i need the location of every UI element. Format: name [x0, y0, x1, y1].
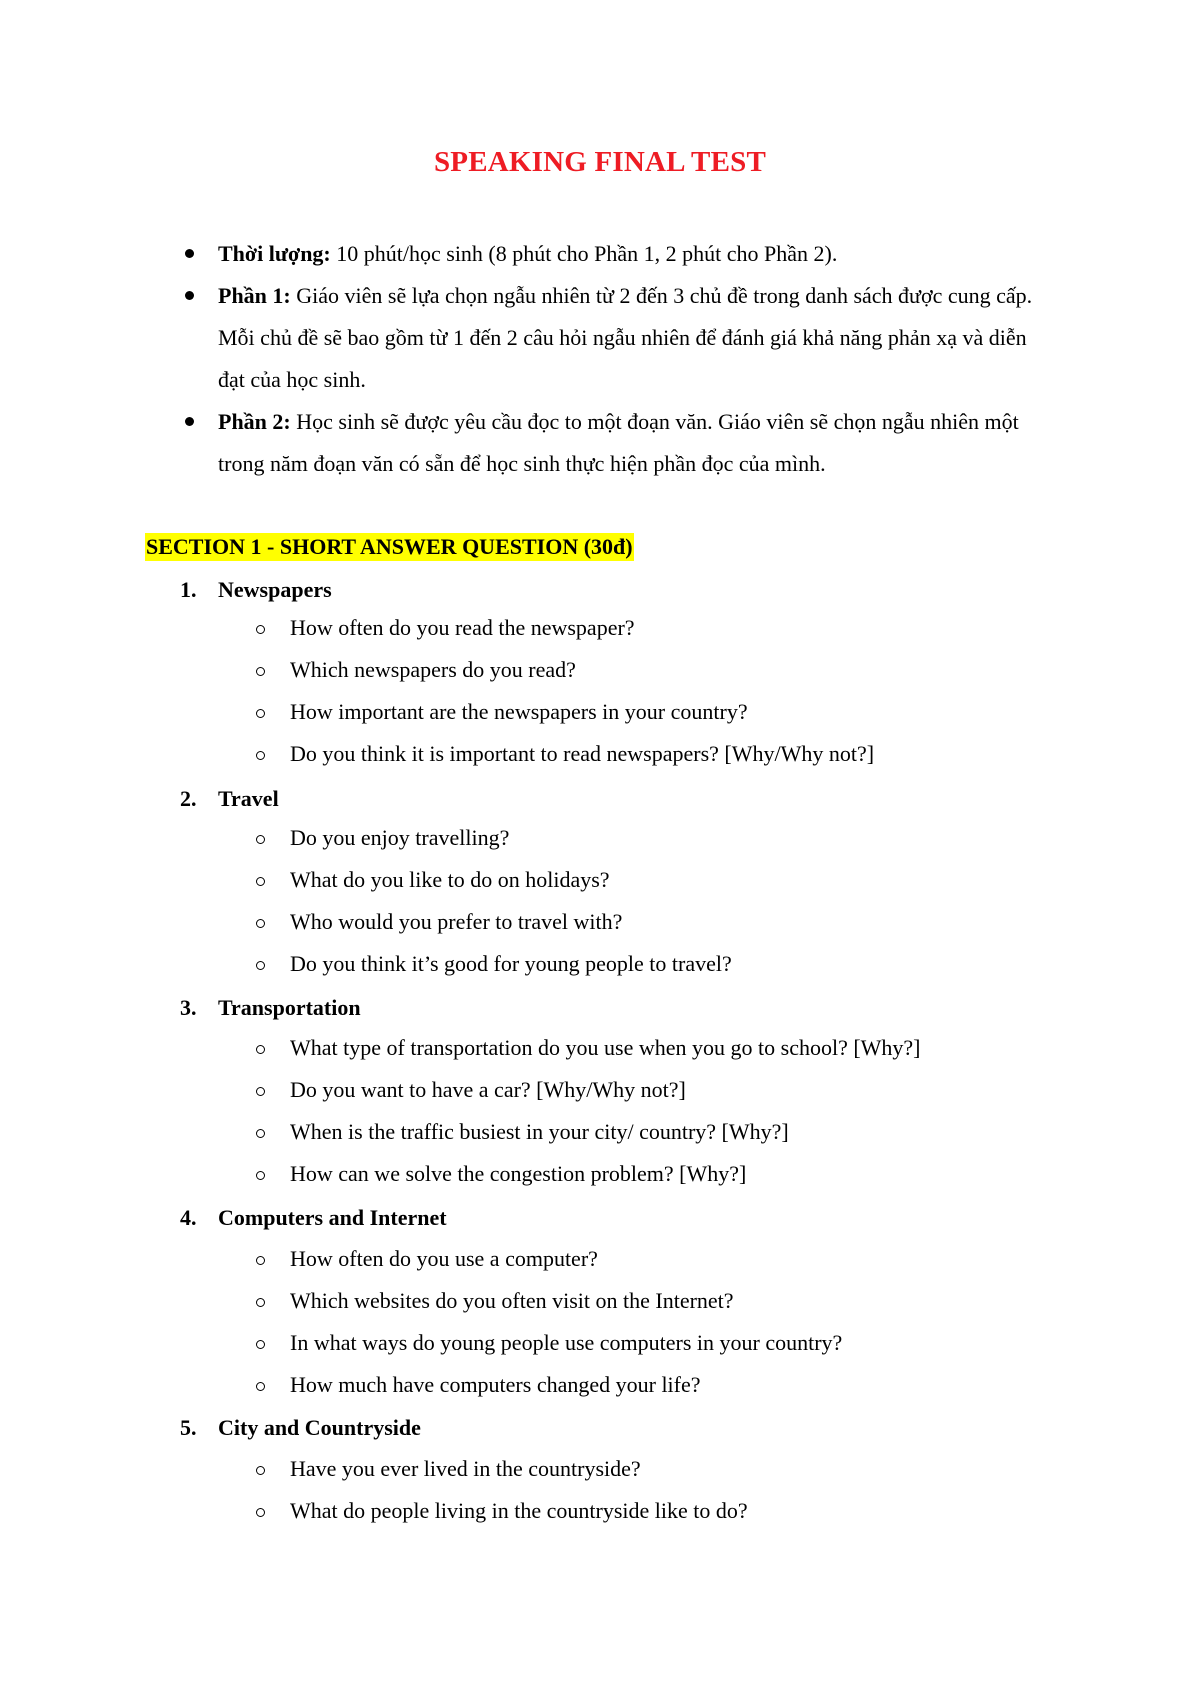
question-text: How often do you read the newspaper?: [290, 615, 635, 640]
question-text: How often do you use a computer?: [290, 1246, 598, 1271]
circle-bullet-icon: [256, 709, 265, 718]
topic-name: Transportation: [218, 995, 361, 1020]
topic-number: 4.: [180, 1205, 197, 1230]
intro-text: Học sinh sẽ được yêu cầu đọc to một đoạn văn. Giáo viên sẽ chọn ngẫu nhiên một trong năm đoạn văn có sẵn để học sinh thực hiện phần đọc của mình.: [218, 409, 1019, 476]
intro-list: [218, 233, 1058, 485]
question-text: When is the traffic busiest in your city/ country? [Why?]: [290, 1119, 789, 1144]
circle-bullet-icon: [256, 1256, 265, 1265]
intro-text: 10 phút/học sinh (8 phút cho Phần 1, 2 phút cho Phần 2).: [330, 241, 838, 266]
question-text: What do you like to do on holidays?: [290, 867, 610, 892]
intro-item-part-2: [218, 401, 1058, 485]
bullet-icon: [185, 291, 194, 300]
circle-bullet-icon: [256, 835, 265, 844]
section-heading: SECTION 1 - SHORT ANSWER QUESTION (30đ): [146, 534, 633, 559]
circle-bullet-icon: [256, 919, 265, 928]
question-text: How much have computers changed your life?: [290, 1372, 701, 1397]
intro-item-duration: [218, 233, 1058, 275]
question-text: Which websites do you often visit on the Internet?: [290, 1288, 734, 1313]
topic-number: 2.: [180, 786, 197, 811]
question-text: How can we solve the congestion problem? [Why?]: [290, 1161, 747, 1186]
circle-bullet-icon: [256, 961, 265, 970]
circle-bullet-icon: [256, 1466, 265, 1475]
topic-name: Newspapers: [218, 577, 332, 602]
question-text: Do you think it’s good for young people to travel?: [290, 951, 732, 976]
page-title: SPEAKING FINAL TEST: [433, 146, 767, 178]
intro-label: Thời lượng:: [218, 241, 331, 266]
question-text: Do you enjoy travelling?: [290, 825, 510, 850]
circle-bullet-icon: [256, 1382, 265, 1391]
topic-name: City and Countryside: [218, 1415, 421, 1440]
circle-bullet-icon: [256, 1508, 265, 1517]
bullet-icon: [185, 249, 194, 258]
question-text: Do you want to have a car? [Why/Why not?]: [290, 1077, 686, 1102]
question-text: Which newspapers do you read?: [290, 657, 576, 682]
circle-bullet-icon: [256, 877, 265, 886]
question-text: In what ways do young people use computers in your country?: [290, 1330, 843, 1355]
question-text: Have you ever lived in the countryside?: [290, 1456, 641, 1481]
circle-bullet-icon: [256, 667, 265, 676]
circle-bullet-icon: [256, 1129, 265, 1138]
question-text: What type of transportation do you use when you go to school? [Why?]: [290, 1035, 921, 1060]
circle-bullet-icon: [256, 1340, 265, 1349]
circle-bullet-icon: [256, 1087, 265, 1096]
circle-bullet-icon: [256, 625, 265, 634]
circle-bullet-icon: [256, 1045, 265, 1054]
circle-bullet-icon: [256, 1171, 265, 1180]
intro-text: Giáo viên sẽ lựa chọn ngẫu nhiên từ 2 đến 3 chủ đề trong danh sách được cung cấp. Mỗi chủ đề sẽ bao gồm từ 1 đến 2 câu hỏi ngẫu nhiên để đánh giá khả năng phản xạ và diễn đạt của học sinh.: [218, 283, 1033, 392]
intro-label: Phần 2:: [218, 409, 291, 434]
question-text: Who would you prefer to travel with?: [290, 909, 623, 934]
topic-number: 5.: [180, 1415, 197, 1440]
circle-bullet-icon: [256, 751, 265, 760]
question-text: How important are the newspapers in your country?: [290, 699, 748, 724]
topic-number: 1.: [180, 577, 197, 602]
topic-name: Computers and Internet: [218, 1205, 447, 1230]
topic-number: 3.: [180, 995, 197, 1020]
question-text: What do people living in the countryside like to do?: [290, 1498, 748, 1523]
bullet-icon: [185, 417, 194, 426]
circle-bullet-icon: [256, 1298, 265, 1307]
intro-item-part-1: [218, 275, 1058, 401]
topic-name: Travel: [218, 786, 279, 811]
intro-label: Phần 1:: [218, 283, 291, 308]
question-text: Do you think it is important to read newspapers? [Why/Why not?]: [290, 741, 875, 766]
